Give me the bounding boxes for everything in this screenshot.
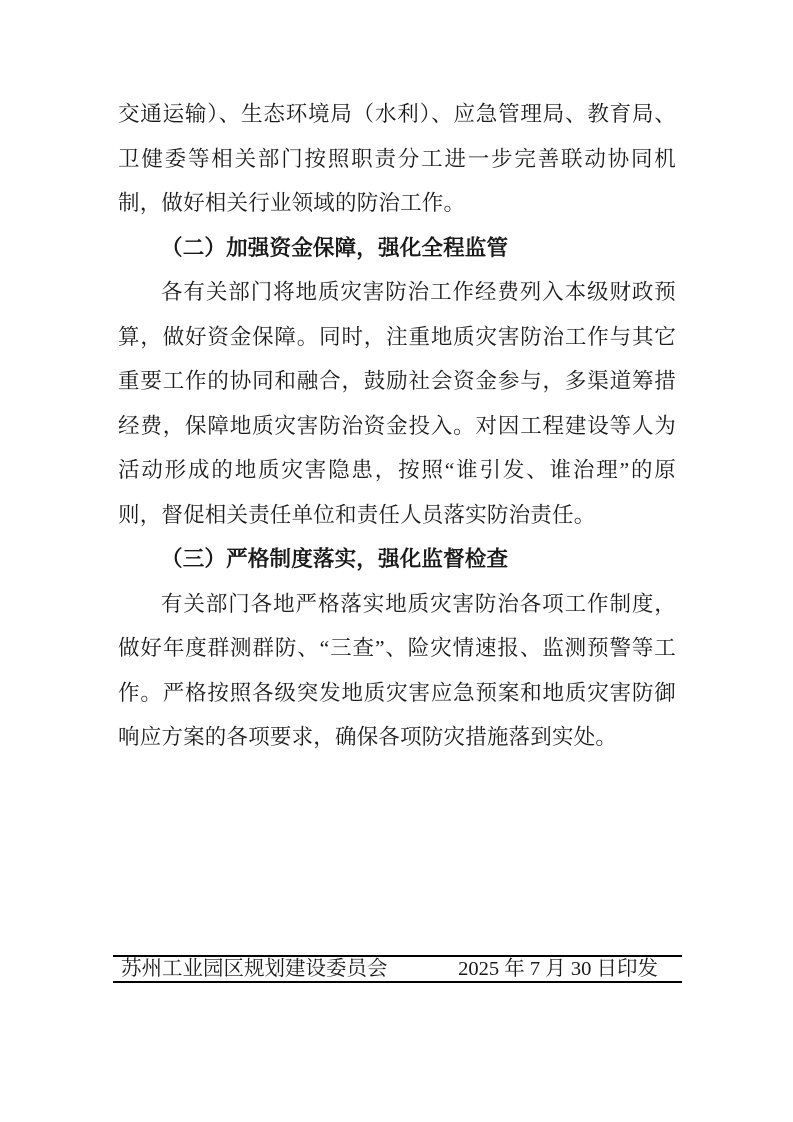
issuer-name: 苏州工业园区规划建设委员会	[121, 958, 388, 980]
colophon	[113, 955, 682, 983]
paragraph-system-implementation: 有关部门各地严格落实地质灾害防治各项工作制度，做好年度群测群防、“三查”、险灾情速报、监测预警等工作。严格按照各级突发地质灾害应急预案和地质灾害防御响应方案的各项要求，确保各项防灾措施落到实处。	[118, 591, 676, 749]
paragraph-departments-continuation: 交通运输）、生态环境局（水利）、应急管理局、教育局、卫健委等相关部门按照职责分工进一步完善联动协同机制，做好相关行业领域的防治工作。	[118, 102, 676, 215]
paragraph-funding-guarantee: 各有关部门将地质灾害防治工作经费列入本级财政预算，做好资金保障。同时，注重地质灾害防治工作与其它重要工作的协同和融合，鼓励社会资金参与，多渠道筹措经费，保障地质灾害防治资金投入。对因工程建设等人为活动形成的地质灾害隐患，按照“谁引发、谁治理”的原则，督促相关责任单位和责任人员落实防治责任。	[118, 280, 676, 527]
section-heading-supervision: （三）严格制度落实，强化监督检查	[161, 547, 509, 571]
print-date: 2025 年 7 月 30 日印发	[458, 958, 658, 980]
document-body	[118, 92, 676, 760]
section-heading-funding: （二）加强资金保障，强化全程监管	[161, 235, 509, 260]
